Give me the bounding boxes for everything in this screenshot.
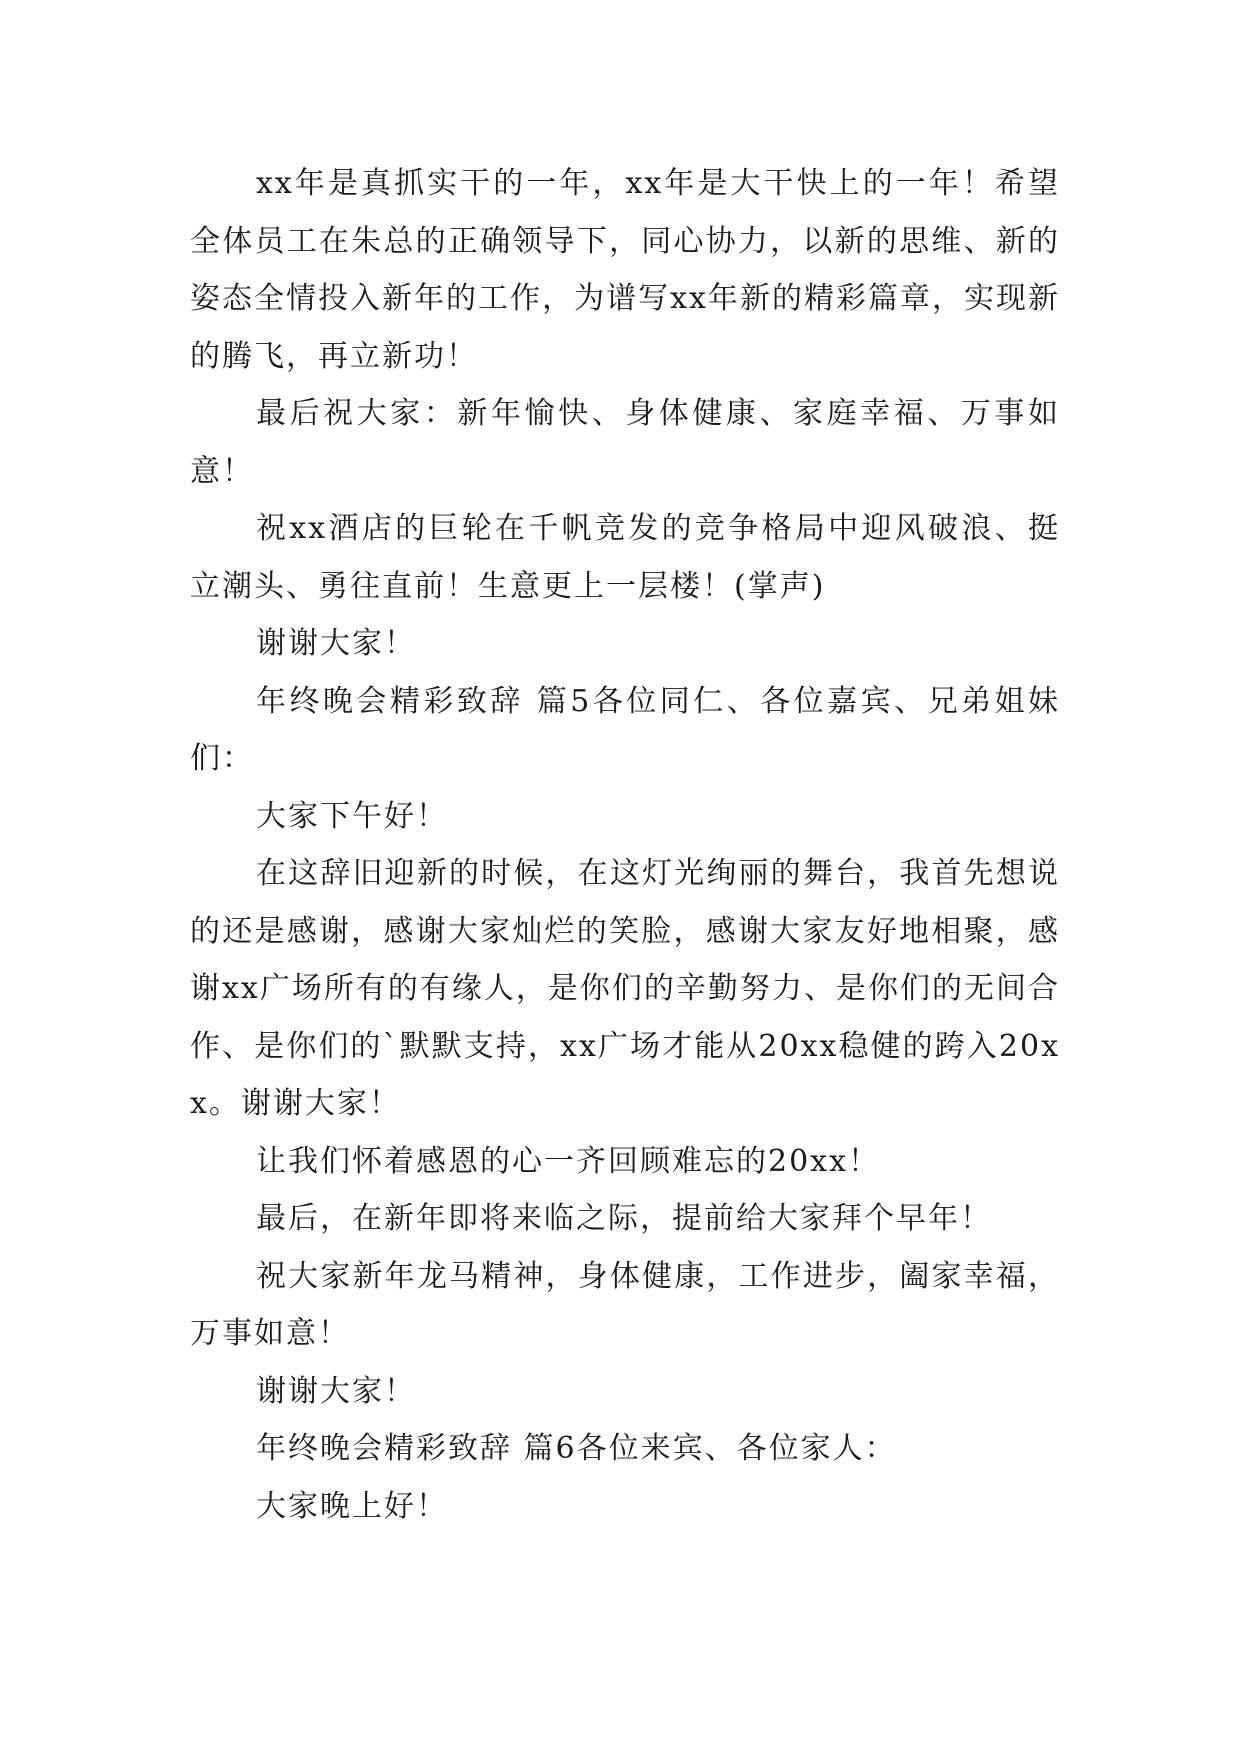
paragraph-10: 祝大家新年龙马精神，身体健康，工作进步，阖家幸福，万事如意！: [190, 1258, 1060, 1351]
paragraph-11: 谢谢大家！: [256, 1373, 416, 1409]
paragraph-3: 祝xx酒店的巨轮在千帆竞发的竞争格局中迎风破浪、挺立潮头、勇往直前！生意更上一层楼！(掌声): [190, 511, 1060, 604]
paragraph-1: xx年是真抓实干的一年，xx年是大干快上的一年！希望全体员工在朱总的正确领导下，同心协力，以新的思维、新的姿态全情投入新年的工作，为谱写xx年新的精彩篇章，实现新的腾飞，再立新功！: [190, 166, 1060, 374]
paragraph-2: 最后祝大家：新年愉快、身体健康、家庭幸福、万事如意！: [190, 396, 1060, 489]
paragraph-8: 让我们怀着感恩的心一齐回顾难忘的20xx！: [256, 1143, 881, 1179]
section-heading-6: 年终晚会精彩致辞 篇6各位来宾、各位家人：: [256, 1431, 897, 1466]
section-heading-5: 年终晚会精彩致辞 篇5各位同仁、各位嘉宾、兄弟姐妹们：: [190, 683, 1060, 776]
document-page: [190, 155, 1060, 1535]
paragraph-13: 大家晚上好！: [256, 1488, 448, 1524]
paragraph-9: 最后，在新年即将来临之际，提前给大家拜个早年！: [256, 1201, 992, 1236]
paragraph-7: 在这辞旧迎新的时候，在这灯光绚丽的舞台，我首先想说的还是感谢，感谢大家灿烂的笑脸，感谢大家友好地相聚，感谢xx广场所有的有缘人，是你们的辛勤努力、是你们的无间合作、是你们的`默默支持，xx广场才能从20xx稳健的跨入20xx。谢谢大家！: [190, 856, 1060, 1121]
paragraph-6: 大家下午好！: [256, 798, 448, 834]
paragraph-4: 谢谢大家！: [256, 626, 416, 661]
